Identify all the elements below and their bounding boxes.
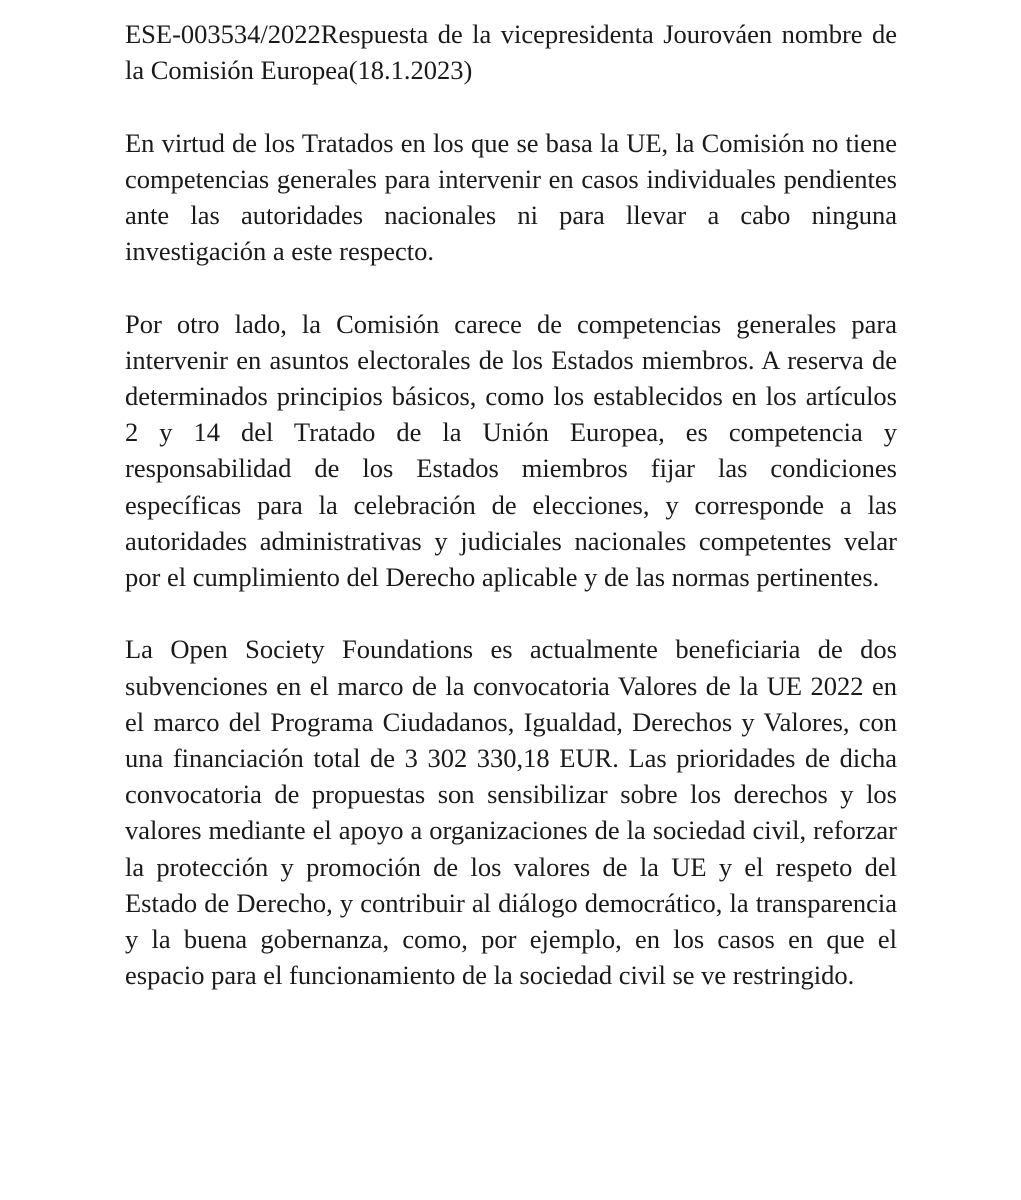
- paragraph-electoral-matters: Por otro lado, la Comisión carece de competencias generales para intervenir en asuntos electorales de los Estados miembros. A reserva de determinados principios básicos, como los establecidos en los artículos 2 y 14 del Tratado de la Unión Europea, es competencia y responsabilidad de los Estados miembros fijar las condiciones específicas para la celebración de elecciones, y corresponde a las autoridades administrativas y judiciales nacionales competentes velar por el cumplimiento del Derecho aplicable y de las normas pertinentes.: [125, 308, 897, 593]
- document-heading: ESE-003534/2022Respuesta de la vicepresidenta Jourováen nombre de la Comisión Europea(18.1.2023): [125, 19, 897, 86]
- paragraph-competences: En virtud de los Tratados en los que se basa la UE, la Comisión no tiene competencias generales para intervenir en casos individuales pendientes ante las autoridades nacionales ni para llevar a cabo ninguna investigación a este respecto.: [125, 127, 897, 267]
- document-body: [125, 16, 897, 993]
- paragraph-open-society-grants: La Open Society Foundations es actualmente beneficiaria de dos subvenciones en el marco de la convocatoria Valores de la UE 2022 en el marco del Programa Ciudadanos, Igualdad, Derechos y Valores, con una financiación total de 3 302 330,18 EUR. Las prioridades de dicha convocatoria de propuestas son sensibilizar sobre los derechos y los valores mediante el apoyo a organizaciones de la sociedad civil, reforzar la protección y promoción de los valores de la UE y el respeto del Estado de Derecho, y contribuir al diálogo democrático, la transparencia y la buena gobernanza, como, por ejemplo, en los casos en que el espacio para el funcionamiento de la sociedad civil se ve restringido.: [125, 634, 897, 991]
